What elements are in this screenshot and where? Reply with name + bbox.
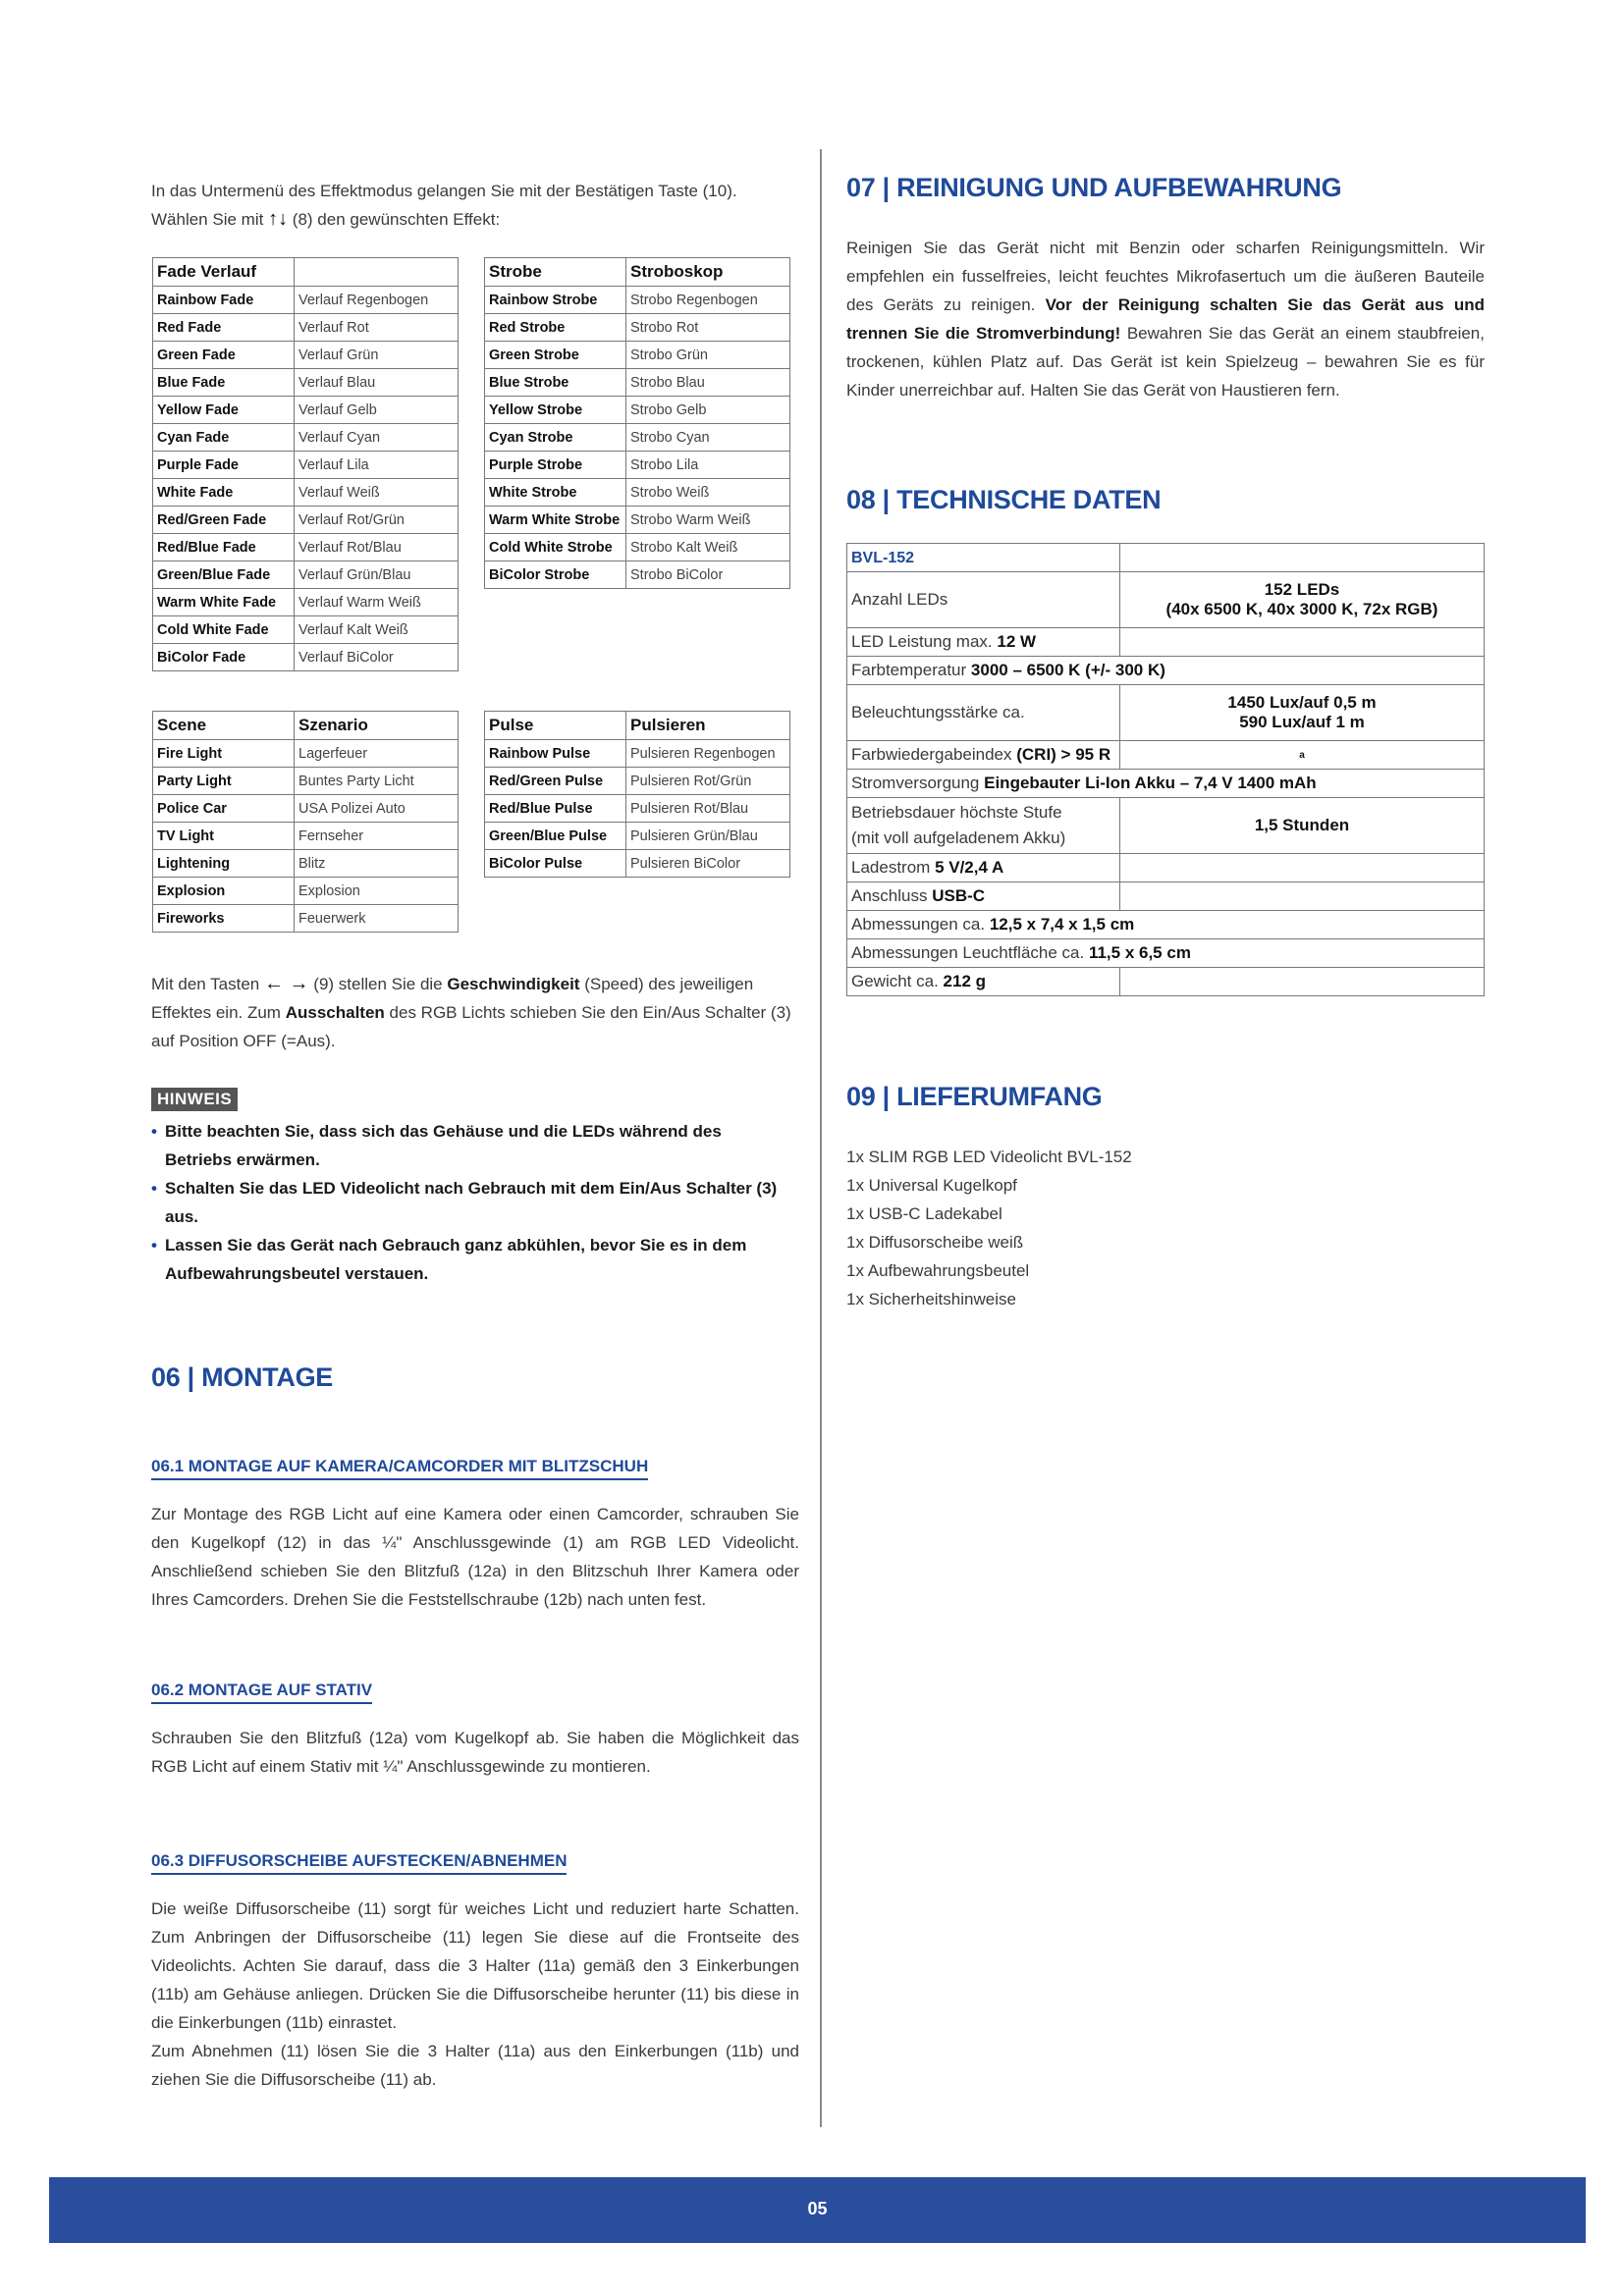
reinigung-text bbox=[846, 234, 1485, 404]
effect-description: Blitz bbox=[295, 850, 459, 878]
dauer-label bbox=[847, 798, 1120, 854]
effect-description: Verlauf Regenbogen bbox=[295, 287, 459, 314]
effect-description: Strobo Gelb bbox=[626, 397, 790, 424]
table-row bbox=[485, 795, 790, 823]
effect-description: Verlauf Kalt Weiß bbox=[295, 616, 459, 644]
table-header-cell: Strobe bbox=[485, 258, 626, 287]
effect-name: Cyan Strobe bbox=[485, 424, 626, 452]
effect-name: Green Strobe bbox=[485, 342, 626, 369]
abm-cell bbox=[847, 911, 1485, 939]
technische-daten-table bbox=[846, 543, 1485, 996]
cri-value: (CRI) > 95 R bbox=[1016, 745, 1111, 764]
speed-line-3: auf Position OFF (=Aus). bbox=[151, 1032, 336, 1050]
table-header-row bbox=[485, 712, 790, 740]
effect-name: Green Fade bbox=[153, 342, 295, 369]
lade-label: Ladestrom bbox=[851, 858, 931, 877]
fade-table bbox=[152, 257, 459, 671]
lieferumfang-title: 09 | LIEFERUMFANG bbox=[846, 1082, 1103, 1111]
table-row bbox=[153, 795, 459, 823]
effect-name: Rainbow Pulse bbox=[485, 740, 626, 768]
up-down-arrows-icon: ↑↓ bbox=[268, 208, 289, 230]
table-row bbox=[153, 589, 459, 616]
montage-s2-title: 06.2 MONTAGE AUF STATIV bbox=[151, 1681, 372, 1704]
page-number: 05 bbox=[807, 2199, 828, 2218]
effect-name: Green/Blue Pulse bbox=[485, 823, 626, 850]
anzahl-value-1: 152 LEDs bbox=[1264, 580, 1340, 599]
list-item: 1x Diffusorscheibe weiß bbox=[846, 1233, 1024, 1252]
table-header-cell: Stroboskop bbox=[626, 258, 790, 287]
intro-line-2-post: (8) den gewünschten Effekt: bbox=[292, 210, 501, 229]
empty-cell bbox=[1120, 968, 1485, 996]
montage-section-1 bbox=[151, 1457, 799, 1614]
strom-value: Eingebauter Li-Ion Akku – 7,4 V 1400 mAh bbox=[984, 774, 1317, 792]
list-item: 1x Universal Kugelkopf bbox=[846, 1176, 1017, 1195]
speed-paragraph bbox=[151, 970, 819, 1055]
montage-s3-text-2: Zum Abnehmen (11) lösen Sie die 3 Halter (11a) aus den Einkerbungen (11b) und ziehen Sie die Diffusorscheibe (11) ab. bbox=[151, 2042, 799, 2089]
effect-description: Strobo BiColor bbox=[626, 561, 790, 589]
list-item: 1x Aufbewahrungsbeutel bbox=[846, 1261, 1030, 1280]
table-row bbox=[485, 314, 790, 342]
effect-description: Verlauf Grün/Blau bbox=[295, 561, 459, 589]
anzahl-value bbox=[1120, 572, 1485, 628]
list-item: • Bitte beachten Sie, dass sich das Gehäuse und die LEDs während des Betriebs erwärmen. bbox=[151, 1117, 780, 1174]
table-row bbox=[153, 823, 459, 850]
effect-name: Red/Green Fade bbox=[153, 507, 295, 534]
table-header-row bbox=[485, 258, 790, 287]
effect-name: Lightening bbox=[153, 850, 295, 878]
abml-cell bbox=[847, 939, 1485, 968]
table-row bbox=[847, 572, 1485, 628]
strobe-table bbox=[484, 257, 790, 589]
anzahl-label: Anzahl LEDs bbox=[847, 572, 1120, 628]
table-row bbox=[153, 397, 459, 424]
effect-description: Strobo Lila bbox=[626, 452, 790, 479]
table-row bbox=[485, 561, 790, 589]
scene-table bbox=[152, 711, 459, 933]
table-row bbox=[847, 854, 1485, 882]
anschluss-value: USB-C bbox=[932, 886, 986, 905]
gewicht-value: 212 g bbox=[943, 972, 987, 990]
hinweis-box bbox=[151, 1088, 780, 1288]
reinigung-title: 07 | REINIGUNG UND AUFBEWAHRUNG bbox=[846, 173, 1342, 202]
farbtemp-cell bbox=[847, 657, 1485, 685]
table-header-row bbox=[153, 712, 459, 740]
abml-label: Abmessungen Leuchtfläche ca. bbox=[851, 943, 1085, 962]
anschluss-cell bbox=[847, 882, 1120, 911]
table-row bbox=[153, 452, 459, 479]
empty-cell bbox=[1120, 854, 1485, 882]
speed-text-1: Mit den Tasten bbox=[151, 975, 260, 993]
table-row bbox=[485, 850, 790, 878]
montage-section-2 bbox=[151, 1681, 799, 1781]
table-row bbox=[153, 314, 459, 342]
speed-text-2: (9) stellen Sie die bbox=[313, 975, 443, 993]
table-row bbox=[485, 397, 790, 424]
beleucht-label: Beleuchtungsstärke ca. bbox=[847, 685, 1120, 741]
effect-description: Verlauf Rot/Blau bbox=[295, 534, 459, 561]
table-row bbox=[153, 369, 459, 397]
speed-text-5: des RGB Lichts schieben Sie den Ein/Aus Schalter (3) bbox=[389, 1003, 791, 1022]
beleucht-value-2: 590 Lux/auf 1 m bbox=[1239, 713, 1365, 731]
effect-description: Fernseher bbox=[295, 823, 459, 850]
gewicht-cell bbox=[847, 968, 1120, 996]
cri-cell bbox=[847, 741, 1120, 770]
montage-s1-text: Zur Montage des RGB Licht auf eine Kamera oder einen Camcorder, schrauben Sie den Kugelkopf (12) in das ¼" Anschlussgewinde (1) am RGB LED Videolicht. Anschließend schieben Sie den Blitzfuß (12a) in den Blitzschuh Ihrer Kamera oder Ihres Camcorders. Drehen Sie die Feststellschraube (12b) nach unten fest. bbox=[151, 1505, 799, 1609]
effect-name: Cold White Fade bbox=[153, 616, 295, 644]
table-row bbox=[153, 616, 459, 644]
effect-description: Verlauf Gelb bbox=[295, 397, 459, 424]
effect-name: TV Light bbox=[153, 823, 295, 850]
effect-name: Red/Blue Pulse bbox=[485, 795, 626, 823]
speed-bold-1: Geschwindigkeit bbox=[447, 975, 580, 993]
table-row bbox=[153, 287, 459, 314]
effect-name: Blue Strobe bbox=[485, 369, 626, 397]
cri-subscript: a bbox=[1120, 741, 1485, 770]
reinigung-paragraph bbox=[846, 234, 1485, 404]
speed-bold-2: Ausschalten bbox=[285, 1003, 385, 1022]
table-header-cell bbox=[295, 258, 459, 287]
table-row bbox=[153, 768, 459, 795]
effect-name: White Strobe bbox=[485, 479, 626, 507]
effect-description: Verlauf BiColor bbox=[295, 644, 459, 671]
effect-name: Yellow Fade bbox=[153, 397, 295, 424]
table-row bbox=[847, 770, 1485, 798]
dauer-label-1: Betriebsdauer höchste Stufe bbox=[851, 803, 1062, 822]
left-right-arrows-icon: ← → bbox=[264, 973, 309, 994]
effect-description: Strobo Rot bbox=[626, 314, 790, 342]
table-row bbox=[153, 424, 459, 452]
list-item: 1x USB-C Ladekabel bbox=[846, 1204, 1002, 1223]
abm-label: Abmessungen ca. bbox=[851, 915, 986, 934]
effect-description: Verlauf Lila bbox=[295, 452, 459, 479]
column-divider bbox=[820, 149, 822, 2127]
table-row bbox=[847, 685, 1485, 741]
table-row bbox=[485, 534, 790, 561]
effect-name: Green/Blue Fade bbox=[153, 561, 295, 589]
strom-label: Stromversorgung bbox=[851, 774, 980, 792]
table-row bbox=[153, 479, 459, 507]
table-row bbox=[485, 287, 790, 314]
lade-value: 5 V/2,4 A bbox=[935, 858, 1004, 877]
effect-name: Party Light bbox=[153, 768, 295, 795]
farbtemp-label: Farbtemperatur bbox=[851, 661, 967, 679]
table-row bbox=[485, 479, 790, 507]
table-row bbox=[485, 823, 790, 850]
montage-s1-title: 06.1 MONTAGE AUF KAMERA/CAMCORDER MIT BLITZSCHUH bbox=[151, 1457, 648, 1480]
table-row bbox=[485, 740, 790, 768]
effect-description: Pulsieren Rot/Grün bbox=[626, 768, 790, 795]
effect-name: Red/Green Pulse bbox=[485, 768, 626, 795]
effect-name: Cyan Fade bbox=[153, 424, 295, 452]
speed-text-4: Effektes ein. Zum bbox=[151, 1003, 281, 1022]
strom-cell bbox=[847, 770, 1485, 798]
gewicht-label: Gewicht ca. bbox=[851, 972, 939, 990]
abm-value: 12,5 x 7,4 x 1,5 cm bbox=[989, 915, 1135, 934]
effect-description: Verlauf Cyan bbox=[295, 424, 459, 452]
list-item: • Schalten Sie das LED Videolicht nach Gebrauch mit dem Ein/Aus Schalter (3) aus. bbox=[151, 1174, 780, 1231]
page-footer bbox=[49, 2177, 1586, 2243]
table-row bbox=[153, 850, 459, 878]
effect-description: Pulsieren Regenbogen bbox=[626, 740, 790, 768]
empty-cell bbox=[1120, 628, 1485, 657]
table-row bbox=[847, 939, 1485, 968]
lieferumfang-list bbox=[846, 1143, 1485, 1313]
effect-name: Blue Fade bbox=[153, 369, 295, 397]
table-row bbox=[847, 882, 1485, 911]
speed-line-2 bbox=[151, 998, 819, 1027]
effect-description: Pulsieren Grün/Blau bbox=[626, 823, 790, 850]
effect-name: Cold White Strobe bbox=[485, 534, 626, 561]
cri-label: Farbwiedergabeindex bbox=[851, 745, 1012, 764]
effect-name: White Fade bbox=[153, 479, 295, 507]
reinigung-text-c: Bewahren Sie das Gerät an einem staubfreien, trockenen, kühlen Platz auf. Das Gerät ist kein Spielzeug – bewahren Sie es für Kinder unerreichbar auf. Halten Sie das Gerät von Haustieren fern. bbox=[846, 324, 1485, 400]
table-row bbox=[485, 342, 790, 369]
table-row bbox=[847, 657, 1485, 685]
effect-name: Rainbow Fade bbox=[153, 287, 295, 314]
effect-description: Verlauf Weiß bbox=[295, 479, 459, 507]
intro-line-2 bbox=[151, 205, 819, 234]
table-header-row bbox=[153, 258, 459, 287]
table-row bbox=[153, 561, 459, 589]
table-row bbox=[153, 644, 459, 671]
table-row bbox=[485, 424, 790, 452]
effect-description: Pulsieren BiColor bbox=[626, 850, 790, 878]
effect-description: Verlauf Warm Weiß bbox=[295, 589, 459, 616]
effect-name: Police Car bbox=[153, 795, 295, 823]
effect-description: Verlauf Rot/Grün bbox=[295, 507, 459, 534]
table-row bbox=[485, 507, 790, 534]
lade-cell bbox=[847, 854, 1120, 882]
empty-cell bbox=[1120, 544, 1485, 572]
list-item: 1x SLIM RGB LED Videolicht BVL-152 bbox=[846, 1148, 1132, 1166]
montage-title: 06 | MONTAGE bbox=[151, 1362, 333, 1392]
effect-name: Purple Fade bbox=[153, 452, 295, 479]
leistung-label: LED Leistung max. bbox=[851, 632, 993, 651]
list-item: • Lassen Sie das Gerät nach Gebrauch ganz abkühlen, bevor Sie es in dem Aufbewahrungsbeutel verstauen. bbox=[151, 1231, 780, 1288]
technische-title: 08 | TECHNISCHE DATEN bbox=[846, 485, 1162, 514]
effect-name: Warm White Strobe bbox=[485, 507, 626, 534]
table-row bbox=[847, 628, 1485, 657]
table-row bbox=[485, 768, 790, 795]
effect-description: Strobo Grün bbox=[626, 342, 790, 369]
effect-name: Fireworks bbox=[153, 905, 295, 933]
table-row bbox=[847, 544, 1485, 572]
effect-name: Red Fade bbox=[153, 314, 295, 342]
effect-name: Purple Strobe bbox=[485, 452, 626, 479]
effect-description: Strobo Blau bbox=[626, 369, 790, 397]
effect-name: Red/Blue Fade bbox=[153, 534, 295, 561]
list-item: 1x Sicherheitshinweise bbox=[846, 1290, 1016, 1308]
empty-cell bbox=[1120, 882, 1485, 911]
effect-description: Lagerfeuer bbox=[295, 740, 459, 768]
table-header-cell: Pulsieren bbox=[626, 712, 790, 740]
effect-name: Red Strobe bbox=[485, 314, 626, 342]
effect-description: Strobo Regenbogen bbox=[626, 287, 790, 314]
anzahl-value-2: (40x 6500 K, 40x 3000 K, 72x RGB) bbox=[1165, 600, 1438, 618]
reinigung-text-a: Reinigen Sie das Gerät nicht mit Benzin oder scharfen Reinigungsmitteln. Wir empfehlen ein fusselfreies, leicht feuchtes Mikrofasertuch um die äußeren Bauteile des Geräts zu reinigen. bbox=[846, 239, 1485, 314]
table-row bbox=[153, 534, 459, 561]
speed-text-3: (Speed) des jeweiligen bbox=[584, 975, 754, 993]
intro-paragraph bbox=[151, 177, 819, 234]
montage-section-3 bbox=[151, 1851, 799, 2094]
table-header-cell: Szenario bbox=[295, 712, 459, 740]
effect-name: BiColor Fade bbox=[153, 644, 295, 671]
leistung-cell bbox=[847, 628, 1120, 657]
farbtemp-value: 3000 – 6500 K (+/- 300 K) bbox=[970, 661, 1165, 679]
table-row bbox=[485, 452, 790, 479]
effect-name: Yellow Strobe bbox=[485, 397, 626, 424]
effect-name: BiColor Pulse bbox=[485, 850, 626, 878]
effect-description: Explosion bbox=[295, 878, 459, 905]
effect-description: USA Polizei Auto bbox=[295, 795, 459, 823]
hinweis-list bbox=[151, 1117, 780, 1288]
effect-description: Strobo Weiß bbox=[626, 479, 790, 507]
effect-description: Strobo Cyan bbox=[626, 424, 790, 452]
reinigung-text-b: Vor der Reinigung schalten Sie das Gerät aus und trennen Sie die Stromverbindung! bbox=[846, 295, 1485, 343]
dauer-value: 1,5 Stunden bbox=[1120, 798, 1485, 854]
effect-description: Verlauf Grün bbox=[295, 342, 459, 369]
table-row bbox=[485, 369, 790, 397]
effect-description: Feuerwerk bbox=[295, 905, 459, 933]
effect-description: Buntes Party Licht bbox=[295, 768, 459, 795]
intro-line-2-pre: Wählen Sie mit bbox=[151, 210, 264, 229]
table-row bbox=[847, 968, 1485, 996]
effect-description: Strobo Kalt Weiß bbox=[626, 534, 790, 561]
anschluss-label: Anschluss bbox=[851, 886, 928, 905]
montage-s2-text: Schrauben Sie den Blitzfuß (12a) vom Kugelkopf ab. Sie haben die Möglichkeit das RGB Licht auf einem Stativ mit ¼" Anschlussgewinde zu montieren. bbox=[151, 1729, 799, 1776]
model-label: BVL-152 bbox=[851, 550, 915, 566]
model-cell bbox=[847, 544, 1120, 572]
effect-description: Pulsieren Rot/Blau bbox=[626, 795, 790, 823]
speed-line-1 bbox=[151, 970, 819, 998]
table-header-cell: Scene bbox=[153, 712, 295, 740]
table-row bbox=[153, 905, 459, 933]
effect-description: Strobo Warm Weiß bbox=[626, 507, 790, 534]
leistung-value: 12 W bbox=[997, 632, 1037, 651]
effect-name: BiColor Strobe bbox=[485, 561, 626, 589]
effect-description: Verlauf Rot bbox=[295, 314, 459, 342]
dauer-label-2: (mit voll aufgeladenem Akku) bbox=[851, 828, 1066, 847]
table-row bbox=[153, 878, 459, 905]
beleucht-value-1: 1450 Lux/auf 0,5 m bbox=[1227, 693, 1377, 712]
table-row bbox=[847, 798, 1485, 854]
table-header-cell: Fade Verlauf bbox=[153, 258, 295, 287]
hinweis-label: HINWEIS bbox=[151, 1088, 238, 1111]
table-row bbox=[847, 741, 1485, 770]
table-row bbox=[153, 507, 459, 534]
effect-name: Explosion bbox=[153, 878, 295, 905]
pulse-table bbox=[484, 711, 790, 878]
effect-name: Rainbow Strobe bbox=[485, 287, 626, 314]
table-row bbox=[153, 740, 459, 768]
beleucht-value bbox=[1120, 685, 1485, 741]
table-header-cell: Pulse bbox=[485, 712, 626, 740]
table-row bbox=[847, 911, 1485, 939]
effect-name: Warm White Fade bbox=[153, 589, 295, 616]
abml-value: 11,5 x 6,5 cm bbox=[1088, 943, 1191, 962]
effect-description: Verlauf Blau bbox=[295, 369, 459, 397]
montage-s3-title: 06.3 DIFFUSORSCHEIBE AUFSTECKEN/ABNEHMEN bbox=[151, 1851, 567, 1875]
effect-name: Fire Light bbox=[153, 740, 295, 768]
montage-s3-text-1: Die weiße Diffusorscheibe (11) sorgt für weiches Licht und reduziert harte Schatten. Zum Anbringen der Diffusorscheibe (11) legen Sie diese auf die Frontseite des Videolichts. Achten Sie darauf, dass die 3 Halter (11a) gemäß den 3 Einkerbungen (11b) am Gehäuse anliegen. Drücken Sie die Diffusorscheibe herunter (11) bis diese in die Einkerbungen (11b) einrastet. bbox=[151, 1899, 799, 2032]
intro-line-1: In das Untermenü des Effektmodus gelangen Sie mit der Bestätigen Taste (10). bbox=[151, 182, 737, 200]
table-row bbox=[153, 342, 459, 369]
